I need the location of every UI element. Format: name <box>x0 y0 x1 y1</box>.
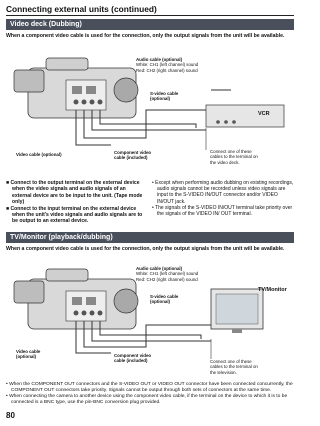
audio-cable-label-1: Audio cable (optional) White: CH1 (left channel) sound Red: CH2 (right channel) sound <box>136 57 199 73</box>
bottom-notes <box>6 382 294 406</box>
svideo-cable-label-2: S-video cable (optional) <box>150 294 179 305</box>
page-title: Connecting external units (continued) <box>6 4 157 14</box>
component-cable-label-2: Component video cable (included) <box>114 353 152 364</box>
page-number: 80 <box>6 411 15 420</box>
note-item: • Except when performing audio dubbing on existing recordings, audio signals cannot be recorded unless video signals are input to the S-VIDEO IN/OUT connector and/or VIDEO IN/OUT jack. <box>152 180 294 205</box>
vcr-label: VCR <box>258 111 270 117</box>
connect-note-2: Connect one of these cables to the terminal on the television. <box>210 359 258 375</box>
section-title-video-deck: Video deck (Dubbing) <box>6 19 294 30</box>
component-cable-label-1: Component video cable (included) <box>114 150 152 161</box>
notes-right <box>152 180 295 217</box>
svideo-cable-label-1: S-video cable (optional) <box>150 91 179 102</box>
note-item: ■ Connect to the input terminal on the external device when the unit's video signals and audio signals are to be output to an external device. <box>6 205 143 225</box>
note-item: • The signals of the S-VIDEO IN/OUT terminal take priority over the signals of the VIDEO IN/ OUT terminal. <box>152 204 293 218</box>
note-item: ■ Connect to the output terminal on the external device when the video signals and audio signals of an external device are to be input to the unit. (Tape mode only) <box>6 180 143 206</box>
tv-monitor-label: TV/Monitor <box>258 287 287 293</box>
section-title-tv-monitor: TV/Monitor (playback/dubbing) <box>6 232 294 243</box>
connect-note-1: Connect one of these cables to the terminal on the video deck. <box>210 149 258 165</box>
camera-illustration <box>14 58 138 118</box>
section-intro-tv-monitor: When a component video cable is used for the connection, only the output signals from the unit will be available. <box>6 246 285 252</box>
note-item: • When the COMPONENT OUT connectors and the S-VIDEO OUT or VIDEO OUT connector have been connected concurrently, the COMPONENT OUT connectors take priority. Signals cannot be output through both sets of connectors at the same time. <box>6 382 293 394</box>
audio-cable-label-2: Audio cable (optional) White: CH1 (left channel) sound Red: CH2 (right channel) sound <box>136 266 199 282</box>
note-item: • When connecting the camera to another device using the component video cable, if the terminal on the device to which it is to be connected is a BNC type, use the pin-BNC conversion plug provided. <box>6 394 288 406</box>
notes-left <box>6 180 146 225</box>
camera-illustration <box>14 269 138 329</box>
video-cable-label-2: Video cable (optional) <box>16 349 41 360</box>
video-cable-label-1: Video cable (optional) <box>16 152 62 157</box>
section-intro-video-deck: When a component video cable is used for the connection, only the output signals from the unit will be available. <box>6 33 285 39</box>
header-rule <box>6 15 294 16</box>
